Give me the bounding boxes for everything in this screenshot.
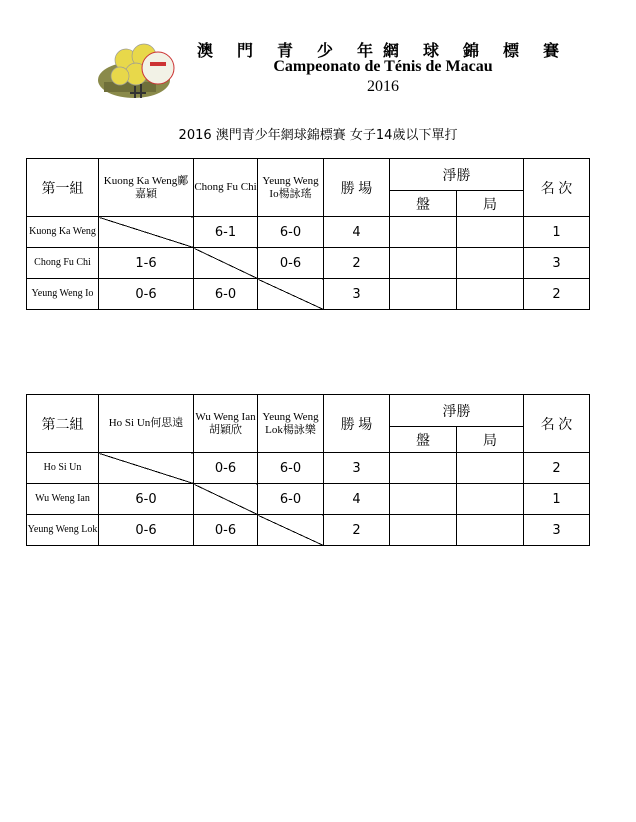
games-cell [457,279,524,310]
games-header: 局 [457,427,524,453]
row-player-name: Chong Fu Chi [27,248,99,279]
group-label: 第一組 [27,159,99,217]
games-cell [457,453,524,484]
row-player-name: Kuong Ka Weng [27,217,99,248]
sets-header: 盤 [390,427,457,453]
games-cell [457,484,524,515]
table-row [27,279,590,310]
score-cell: 1-6 [99,248,194,279]
row-player-name: Yeung Weng Io [27,279,99,310]
table-row [27,217,590,248]
rank-cell: 3 [524,248,590,279]
score-cell: 0-6 [194,453,258,484]
player-header-2: Wu Weng Ian胡穎欣 [194,395,258,453]
sets-cell [390,515,457,546]
table-row [27,484,590,515]
title-year: 2016 [367,78,399,95]
sets-cell [390,279,457,310]
title-chinese: 澳 門 青 少 年網 球 錦 標 賽 [196,43,569,60]
rank-header: 名 次 [524,395,590,453]
net-header: 淨勝 [390,159,524,191]
group-label: 第二組 [27,395,99,453]
self-match-cell [99,217,194,248]
score-cell: 6-0 [258,484,324,515]
table-row [27,515,590,546]
games-cell [457,217,524,248]
sets-cell [390,453,457,484]
rank-header: 名 次 [524,159,590,217]
group-1-table [26,158,590,310]
net-header: 淨勝 [390,395,524,427]
rank-cell: 1 [524,217,590,248]
games-cell [457,515,524,546]
player-header-1: Ho Si Un何思遠 [99,395,194,453]
wins-header: 勝 場 [324,159,390,217]
row-player-name: Ho Si Un [27,453,99,484]
rank-cell: 1 [524,484,590,515]
score-cell: 6-0 [194,279,258,310]
table-row [27,453,590,484]
score-cell: 0-6 [99,279,194,310]
wins-cell: 2 [324,248,390,279]
sets-cell [390,484,457,515]
player-header-3: Yeung Weng Io楊詠瑤 [258,159,324,217]
table-row [27,248,590,279]
rank-cell: 3 [524,515,590,546]
score-cell: 0-6 [258,248,324,279]
score-cell: 6-0 [99,484,194,515]
sets-cell [390,217,457,248]
wins-header: 勝 場 [324,395,390,453]
wins-cell: 2 [324,515,390,546]
sets-header: 盤 [390,191,457,217]
wins-cell: 3 [324,453,390,484]
self-match-cell [258,515,324,546]
self-match-cell [194,248,258,279]
rank-cell: 2 [524,279,590,310]
wins-cell: 3 [324,279,390,310]
player-header-2: Chong Fu Chi [194,159,258,217]
rank-cell: 2 [524,453,590,484]
games-header: 局 [457,191,524,217]
row-player-name: Wu Weng Ian [27,484,99,515]
sets-cell [390,248,457,279]
player-header-3: Yeung Weng Lok楊詠樂 [258,395,324,453]
score-cell: 0-6 [99,515,194,546]
title-portuguese: Campeonato de Ténis de Macau [273,58,493,75]
wins-cell: 4 [324,484,390,515]
self-match-cell [258,279,324,310]
self-match-cell [99,453,194,484]
games-cell [457,248,524,279]
score-cell: 0-6 [194,515,258,546]
row-player-name: Yeung Weng Lok [27,515,99,546]
score-cell: 6-1 [194,217,258,248]
player-header-1: Kuong Ka Weng鄺嘉穎 [99,159,194,217]
self-match-cell [194,484,258,515]
wins-cell: 4 [324,217,390,248]
score-cell: 6-0 [258,217,324,248]
score-cell: 6-0 [258,453,324,484]
event-subtitle: 2016 澳門青少年網球錦標賽 女子14歲以下單打 [178,128,458,143]
group-2-table [26,394,590,546]
